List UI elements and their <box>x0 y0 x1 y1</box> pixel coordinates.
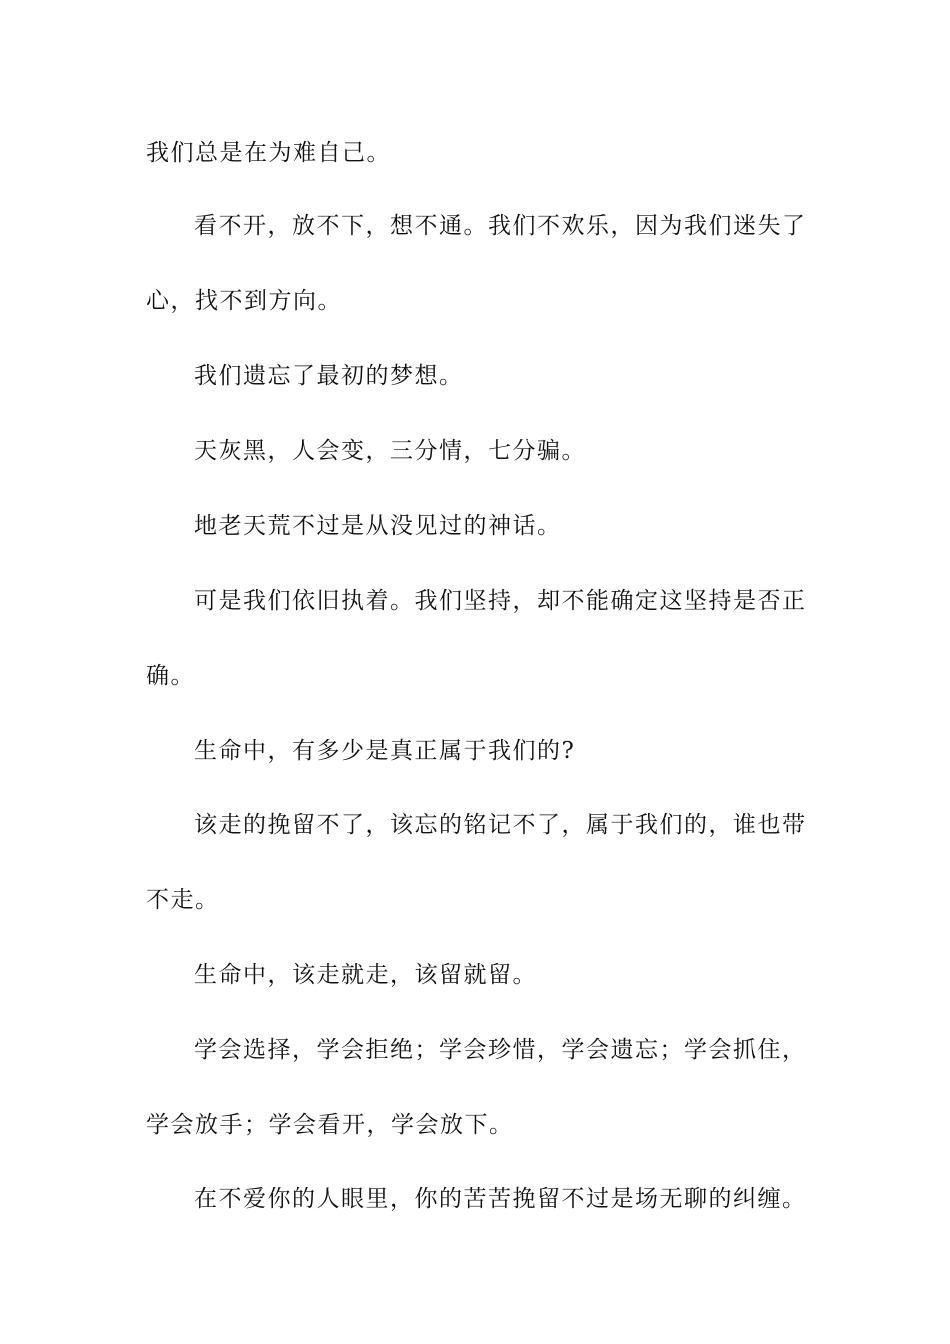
text-line: 天灰黑，人会变，三分情，七分骗。 <box>194 438 586 464</box>
text-line: 生命中，有多少是真正属于我们的? <box>194 738 576 764</box>
text-line: 学会放手；学会看开，学会放下。 <box>146 1112 514 1138</box>
text-line: 确。 <box>146 663 195 689</box>
text-line: 看不开，放不下，想不通。我们不欢乐，因为我们迷失了 <box>194 213 806 239</box>
text-line: 可是我们依旧执着。我们坚持，却不能确定这坚持是否正 <box>194 588 806 614</box>
text-line: 我们遗忘了最初的梦想。 <box>194 363 464 389</box>
text-line: 学会选择，学会拒绝；学会珍惜，学会遗忘；学会抓住， <box>194 1037 806 1063</box>
text-line: 地老天荒不过是从没见过的神话。 <box>194 513 562 539</box>
text-line: 生命中，该走就走，该留就留。 <box>194 962 537 988</box>
text-line: 我们总是在为难自己。 <box>146 140 391 166</box>
text-line: 在不爱你的人眼里，你的苦苦挽留不过是场无聊的纠缠。 <box>194 1186 806 1212</box>
text-line: 该走的挽留不了，该忘的铭记不了，属于我们的，谁也带 <box>194 812 806 838</box>
text-line: 不走。 <box>146 887 220 913</box>
text-line: 心，找不到方向。 <box>146 288 342 314</box>
